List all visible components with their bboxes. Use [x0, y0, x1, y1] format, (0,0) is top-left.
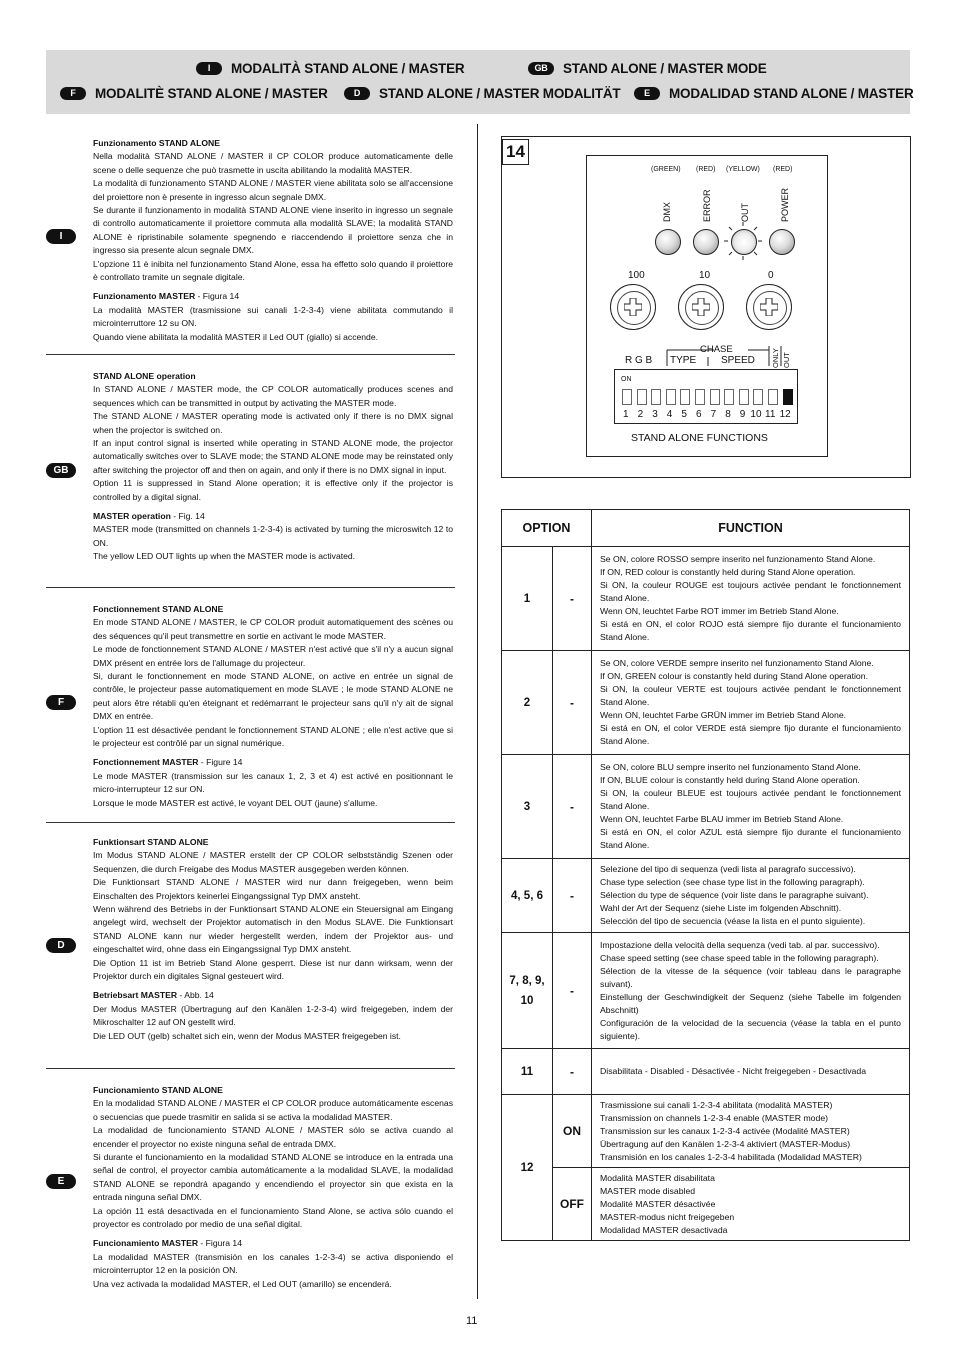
rotary-label-0: 0 — [768, 270, 774, 281]
function-line: Transmisión en los canales 1-2-3-4 habilitada (Modalidad MASTER) — [600, 1151, 862, 1162]
rotary-label-10: 10 — [699, 270, 711, 281]
option-state: - — [553, 755, 592, 859]
option-state: - — [553, 1049, 592, 1095]
option-number: 2 — [502, 651, 553, 755]
led-color-out: (YELLOW) — [726, 166, 760, 173]
function-line: If ON, RED colour is constantly held during Stand Alone operation. — [600, 567, 856, 577]
section-paragraph: The STAND ALONE / MASTER operating mode is activated only if there is no DMX signal when the projector is switched on. — [93, 411, 453, 435]
section-de — [93, 836, 453, 1043]
option-state: OFF — [553, 1168, 592, 1241]
function-line: Modalidad MASTER desactivada — [600, 1224, 728, 1235]
dip-number-label: 7 — [710, 409, 717, 420]
dip-switch-7[interactable] — [710, 389, 720, 405]
section-es — [93, 1084, 453, 1291]
table-row — [502, 547, 910, 651]
options-table — [501, 509, 910, 1241]
function-line: Selezione del tipo di sequenza (vedi lista al paragrafo successivo). — [600, 864, 856, 874]
function-line: Sélection du type de séquence (voir liste dans le paragraphe suivant). — [600, 890, 869, 900]
led-label-error: ERROR — [702, 189, 712, 222]
figure-caption: STAND ALONE FUNCTIONS — [631, 432, 768, 444]
option-number: 12 — [502, 1095, 553, 1241]
led-error-icon — [693, 229, 719, 255]
function-line: Disabilitata - Disabled - Désactivée - Nicht freigegeben - Desactivada — [600, 1066, 867, 1076]
table-row — [502, 1095, 910, 1168]
section-paragraph: L'option 11 est désactivée pendant le fonctionnement STAND ALONE ; elle n'est active que si le projecteur est contrôlé par un signal numérique. — [93, 724, 453, 749]
rotary-label-100: 100 — [628, 270, 645, 281]
figure-reference: - Abb. 14 — [177, 990, 214, 1001]
section-paragraph: Lorsque le mode MASTER est activé, le voyant DEL OUT (jaune) s'allume. — [93, 797, 378, 808]
function-line: If ON, GREEN colour is constantly held during Stand Alone operation. — [600, 671, 869, 681]
dip-number-label: 3 — [652, 409, 658, 420]
dip-switch-2[interactable] — [637, 389, 647, 405]
column-divider — [477, 124, 478, 1299]
section-paragraph: Option 11 is suppressed in Stand Alone operation; it is effective only if the projector is controlled by a digital signal. — [93, 478, 453, 502]
section-heading: STAND ALONE operation — [93, 371, 196, 381]
function-line: Wenn ON, leuchtet Farbe ROT immer im Betrieb Stand Alone. — [600, 606, 839, 616]
page-header — [46, 50, 914, 114]
function-description — [592, 1095, 910, 1168]
only-label: ONLY — [771, 348, 780, 368]
dip-switch-6[interactable] — [695, 389, 705, 405]
function-line: Si está en ON, el color ROJO está siempre fijo durante el funcionamiento Stand Alone. — [600, 619, 901, 642]
header-function: FUNCTION — [592, 510, 910, 547]
dip-switch-1[interactable] — [622, 389, 632, 405]
option-number: 3 — [502, 755, 553, 859]
section-paragraph: Die LED OUT (gelb) schaltet sich ein, wenn der Modus MASTER freigegeben ist. — [93, 1030, 401, 1041]
section-paragraph: L'opzione 11 è inibita nel funzionamento Stand Alone, essa ha effetto solo quando il proiettore è controllato tramite un segnale digitale. — [93, 258, 453, 283]
function-line: MASTER mode disabled — [600, 1185, 696, 1196]
function-line: Trasmissione sui canali 1-2-3-4 abilitata (modalità MASTER) — [600, 1099, 833, 1110]
option-state: - — [553, 933, 592, 1049]
option-number: 4, 5, 6 — [502, 859, 553, 933]
led-label-power: POWER — [780, 187, 790, 222]
header-es — [634, 86, 914, 101]
table-row — [502, 1049, 910, 1095]
figure-reference: - Figura 14 — [195, 291, 240, 302]
out-label: OUT — [782, 352, 791, 368]
section-paragraph: Wenn während des Betriebs in der Funktionsart STAND ALONE ein Steuersignal am Eingang angelegt wird, wechselt der Projektor automatisch in den Modus SLAVE. Die Funktionsart STAND ALONE kann nur wieder hergestellt werden, indem der Projektor aus- und eingeschaltet wird, ohne dass ein Eingangssignal Typ DMX ansteht. — [93, 904, 453, 955]
header-title-fr: MODALITÈ STAND ALONE / MASTER — [95, 86, 328, 101]
speed-label: SPEED — [721, 355, 755, 366]
section-fr — [93, 603, 453, 810]
figure-reference: - Figure 14 — [198, 757, 243, 768]
section-paragraph: Die Funktionsart STAND ALONE / MASTER wird nur dann freigegeben, wenn beim Einschalten des Projektors keinerlei Eingangssignal Typ DMX ansteht. — [93, 877, 453, 901]
section-paragraph: La modalità di funzionamento STAND ALONE / MASTER viene abilitata solo se all'accensione del proiettore non è presente in ingresso alcun segnale DMX. — [93, 178, 453, 202]
function-line: Einstellung der Geschwindigkeit der Sequenz (siehe Tabelle im folgenden Abschnitt) — [600, 991, 901, 1015]
section-subheading: MASTER operation — [93, 511, 171, 522]
function-line: Si está en ON, el color VERDE está siempre fijo durante el funcionamiento Stand Alone. — [600, 723, 901, 746]
function-line: Transmission sur les canaux 1-2-3-4 activée (Modalité MASTER) — [600, 1125, 850, 1136]
led-color-power: (RED) — [773, 166, 793, 173]
page-number: 11 — [466, 1315, 478, 1327]
option-number: 1 — [502, 547, 553, 651]
function-description — [592, 933, 910, 1049]
header-option: OPTION — [502, 510, 592, 547]
option-number: 7, 8, 9, 10 — [509, 974, 545, 1007]
header-title-it: MODALITÀ STAND ALONE / MASTER — [231, 61, 465, 76]
led-color-dmx: (GREEN) — [651, 166, 681, 173]
lang-badge-fr: F — [60, 87, 86, 100]
header-title-es: MODALIDAD STAND ALONE / MASTER — [669, 86, 914, 101]
section-paragraph: Si durante el funcionamiento en la modalidad STAND ALONE se introduce en la entrada una señal de control, el proyector cambia automáticamente a la modalidad SLAVE, la modalidad STAND ALONE se repondrá apagando y encendiendo el proyector sin que exista en la entrada ninguna señal DMX. — [93, 1152, 453, 1203]
lang-badge-it: I — [196, 62, 222, 75]
dip-switch-11[interactable] — [768, 389, 778, 405]
function-line: Transmission on channels 1-2-3-4 enable (MASTER mode) — [600, 1112, 829, 1123]
rotary-switch-100[interactable] — [610, 284, 656, 330]
function-line: Se ON, colore BLU sempre inserito nel funzionamento Stand Alone. — [600, 762, 861, 772]
figure-reference: - Figura 14 — [198, 1238, 242, 1249]
table-row — [502, 651, 910, 755]
function-line: Chase speed setting (see chase speed table in the following paragraph). — [600, 952, 879, 963]
table-header-row — [502, 510, 910, 547]
dip-number-label: 10 — [750, 409, 762, 420]
function-description — [592, 859, 910, 933]
section-it — [93, 137, 453, 344]
led-color-error: (RED) — [696, 166, 716, 173]
section-divider — [46, 587, 455, 588]
chase-label: CHASE — [700, 344, 733, 355]
table-row — [502, 859, 910, 933]
lang-badge-de: D — [344, 87, 370, 100]
function-line: Wenn ON, leuchtet Farbe BLAU immer im Betrieb Stand Alone. — [600, 814, 844, 824]
section-paragraph: MASTER mode (transmitted on channels 1-2-3-4) is activated by turning the microswitch 12 to ON. — [93, 524, 453, 548]
dip-number-label: 1 — [623, 409, 629, 420]
section-divider — [46, 354, 455, 355]
function-line: Wenn ON, leuchtet Farbe GRÜN immer im Betrieb Stand Alone. — [600, 710, 847, 720]
section-divider — [46, 1068, 455, 1069]
section-paragraph: Le mode MASTER (transmission sur les canaux 1, 2, 3 et 4) est activé en positionnant le micro-interrupteur 12 sur ON. — [93, 770, 453, 795]
dip-switch-12[interactable] — [783, 389, 793, 405]
function-description — [592, 1049, 910, 1095]
section-paragraph: La modalidad de funcionamiento STAND ALONE / MASTER sólo se activa cuando al encender el proyector no existe ninguna señal de entrada DMX. — [93, 1125, 453, 1149]
lang-badge-de: D — [46, 938, 76, 953]
dip-switch-5[interactable] — [680, 389, 690, 405]
type-label: TYPE — [670, 355, 697, 366]
section-subheading: Funcionamiento MASTER — [93, 1238, 199, 1249]
function-line: Chase type selection (see chase type list in the following paragraph). — [600, 877, 865, 887]
section-paragraph: The yellow LED OUT lights up when the MASTER mode is activated. — [93, 551, 356, 562]
header-title-gb: STAND ALONE / MASTER MODE — [563, 61, 767, 76]
header-title-de: STAND ALONE / MASTER MODALITÄT — [379, 86, 621, 101]
function-line: Si ON, la couleur ROUGE est toujours activée pendant le fonctionnement Stand Alone. — [600, 580, 901, 603]
rotary-switch-10[interactable] — [678, 284, 724, 330]
section-paragraph: If an input control signal is inserted while operating in STAND ALONE mode, the projector automatically switches over to SLAVE mode; the STAND ALONE mode may be reinstated only after switching the projector off and then on again, and only if there is no DMX signal in input. — [93, 438, 453, 475]
figure-reference: - Fig. 14 — [170, 511, 205, 522]
function-line: Modalité MASTER désactivée — [600, 1198, 716, 1209]
dip-switch-3[interactable] — [651, 389, 661, 405]
section-paragraph: Nella modalità STAND ALONE / MASTER il CP COLOR produce automaticamente delle scene o delle sequenze che può trasmette in uscita abilitando la modalità MASTER. — [93, 151, 453, 175]
function-description — [592, 755, 910, 859]
dip-number-label: 12 — [779, 409, 791, 420]
section-gb — [93, 370, 453, 564]
function-line: Si está en ON, el color AZUL está siempre fijo durante el funcionamiento Stand Alone. — [600, 827, 901, 850]
section-heading: Fonctionnement STAND ALONE — [93, 604, 224, 614]
lang-badge-gb: GB — [46, 463, 76, 478]
table-row — [502, 755, 910, 859]
dip-number-label: 2 — [637, 409, 644, 420]
option-number: 11 — [502, 1049, 553, 1095]
section-paragraph: La opción 11 está desactivada en el funcionamiento Stand Alone, se activa sólo cuando el proyector es controlado por medio de una señal digital. — [93, 1205, 453, 1230]
section-paragraph: Una vez activada la modalidad MASTER, el Led OUT (amarillo) se encenderá. — [93, 1278, 392, 1289]
lang-badge-fr: F — [46, 695, 76, 710]
function-line: Sélection de la vitesse de la séquence (voir tableau dans le paragraphe suivant). — [600, 965, 901, 989]
dip-switch-4[interactable] — [666, 389, 676, 405]
section-subheading: Betriebsart MASTER — [93, 990, 178, 1001]
section-paragraph: La modalità MASTER (trasmissione sui canali 1-2-3-4) viene abilitata commutando il microinterruttore 12 su ON. — [93, 304, 453, 329]
section-paragraph: Im Modus STAND ALONE / MASTER erstellt der CP COLOR selbstständig Szenen oder Sequenzen, die durch Freigabe des Modus MASTER ausgegeben werden können. — [93, 850, 453, 874]
lang-badge-gb: GB — [528, 62, 554, 75]
dip-number-label: 6 — [696, 409, 702, 420]
function-line: Configuración de la velocidad de la secuencia (véase la tabla en el punto siguiente). — [600, 1017, 901, 1041]
dip-switch-10[interactable] — [753, 389, 763, 405]
header-fr — [60, 86, 328, 101]
section-paragraph: En la modalidad STAND ALONE / MASTER el CP COLOR produce automáticamente escenas o secuencias que puede trasmitir en salida si se activa la modalidad MASTER. — [93, 1098, 453, 1122]
section-paragraph: En mode STAND ALONE / MASTER, le CP COLOR produit automatiquement des scènes ou des séquences qu'il peut transmettre en sortie en activant le mode MASTER. — [93, 617, 453, 641]
section-heading: Funktionsart STAND ALONE — [93, 837, 209, 847]
lang-badge-es: E — [46, 1174, 76, 1189]
led-power-icon — [769, 229, 795, 255]
option-state: ON — [553, 1095, 592, 1168]
section-paragraph: In STAND ALONE / MASTER mode, the CP COLOR automatically produces scenes and sequences which can be transmitted in output by activating the MASTER mode. — [93, 384, 453, 408]
function-line: Se ON, colore ROSSO sempre inserito nel funzionamento Stand Alone. — [600, 554, 876, 564]
section-paragraph: Die Option 11 ist im Betrieb Stand Alone gesperrt. Diese ist nur dann wirksam, wenn der Projektor durch ein digitales Signal gesteuert wird. — [93, 957, 453, 982]
section-heading: Funzionamento STAND ALONE — [93, 138, 220, 148]
dip-switch-8[interactable] — [724, 389, 734, 405]
dip-number-label: 8 — [725, 409, 731, 420]
options-table-body — [502, 547, 910, 1241]
section-heading: Funcionamiento STAND ALONE — [93, 1085, 223, 1095]
header-it — [196, 61, 464, 76]
section-subheading: Funzionamento MASTER — [93, 291, 196, 302]
section-paragraph: La modalidad MASTER (transmisión en los canales 1-2-3-4) se activa disponiendo el microinterruptor 12 en la posición ON. — [93, 1251, 453, 1276]
function-line: Se ON, colore VERDE sempre inserito nel funzionamento Stand Alone. — [600, 658, 874, 668]
section-paragraph: Der Modus MASTER (Übertragung auf den Kanälen 1-2-3-4) wird freigegeben, indem der Mikroschalter 12 auf ON gestellt wird. — [93, 1003, 453, 1028]
section-paragraph: Le mode de fonctionnement STAND ALONE / MASTER n'est activé que s'il n'y a aucun signal DMX présent en entrée lors de l'allumage du projecteur. — [93, 644, 453, 668]
dip-number-label: 11 — [765, 409, 776, 420]
function-line: Si ON, la couleur VERTE est toujours activée pendant le fonctionnement Stand Alone. — [600, 684, 901, 707]
function-description — [592, 651, 910, 755]
dip-number-label: 9 — [739, 409, 746, 420]
table-row — [502, 933, 910, 1049]
section-subheading: Fonctionnement MASTER — [93, 757, 199, 768]
led-dmx-icon — [655, 229, 681, 255]
led-out-rays-icon — [723, 221, 763, 261]
section-paragraph: Se durante il funzionamento in modalità STAND ALONE viene inserito in ingresso un segnale di controllo automaticamente il proiettore commuta alla modalità SLAVE; la modalità STAND ALONE è ripristinabile solamente spegnendo e riaccendendo il proiettore senza che in ingresso sia presente alcun segnale DMX. — [93, 205, 453, 256]
option-cell — [502, 933, 553, 1049]
header-de — [344, 86, 620, 101]
function-line: Si ON, la couleur BLEUE est toujours activée pendant le fonctionnement Stand Alone. — [600, 788, 901, 811]
header-gb — [528, 61, 767, 76]
figure-number: 14 — [502, 139, 529, 165]
led-label-dmx: DMX — [662, 202, 672, 222]
lang-badge-it: I — [46, 229, 76, 244]
option-state: - — [553, 651, 592, 755]
table-row — [502, 1168, 910, 1241]
option-state: - — [553, 859, 592, 933]
function-description — [592, 1168, 910, 1241]
section-divider — [46, 822, 455, 823]
rgb-label: R G B — [625, 355, 653, 366]
function-line: Selección del tipo de secuencia (véase la lista en el punto siguiente). — [600, 916, 866, 926]
function-line: Impostazione della velocità della sequenza (vedi tab. al par. successivo). — [600, 939, 880, 950]
dip-on-label: ON — [621, 376, 632, 383]
lang-badge-es: E — [634, 87, 660, 100]
section-paragraph: Si, durant le fonctionnement en mode STAND ALONE, on active en entrée un signal de contrôle, le projecteur passe automatiquement en mode SLAVE ; le mode STAND ALONE ne peut alors être rétabli qu'en éteignant et redémarrant le projecteur sans qu'il n'y ait de signal DMX en entrée. — [93, 671, 453, 722]
function-line: Übertragung auf den Kanälen 1-2-3-4 aktiviert (MASTER-Modus) — [600, 1138, 851, 1149]
dip-number-label: 4 — [666, 409, 673, 420]
function-description — [592, 547, 910, 651]
rotary-switch-0[interactable] — [746, 284, 792, 330]
option-state: - — [553, 547, 592, 651]
function-line: MASTER-modus nicht freigegeben — [600, 1211, 735, 1222]
function-line: If ON, BLUE colour is constantly held during Stand Alone operation. — [600, 775, 860, 785]
section-paragraph: Quando viene abilitata la modalità MASTER il Led OUT (giallo) si accende. — [93, 331, 379, 342]
dip-number-label: 5 — [681, 409, 687, 420]
function-line: Wahl der Art der Sequenz (siehe Liste im folgenden Abschnitt). — [600, 903, 842, 913]
function-line: Modalità MASTER disabilitata — [600, 1172, 715, 1183]
dip-switch-9[interactable] — [739, 389, 749, 405]
led-label-out: OUT — [740, 203, 750, 222]
